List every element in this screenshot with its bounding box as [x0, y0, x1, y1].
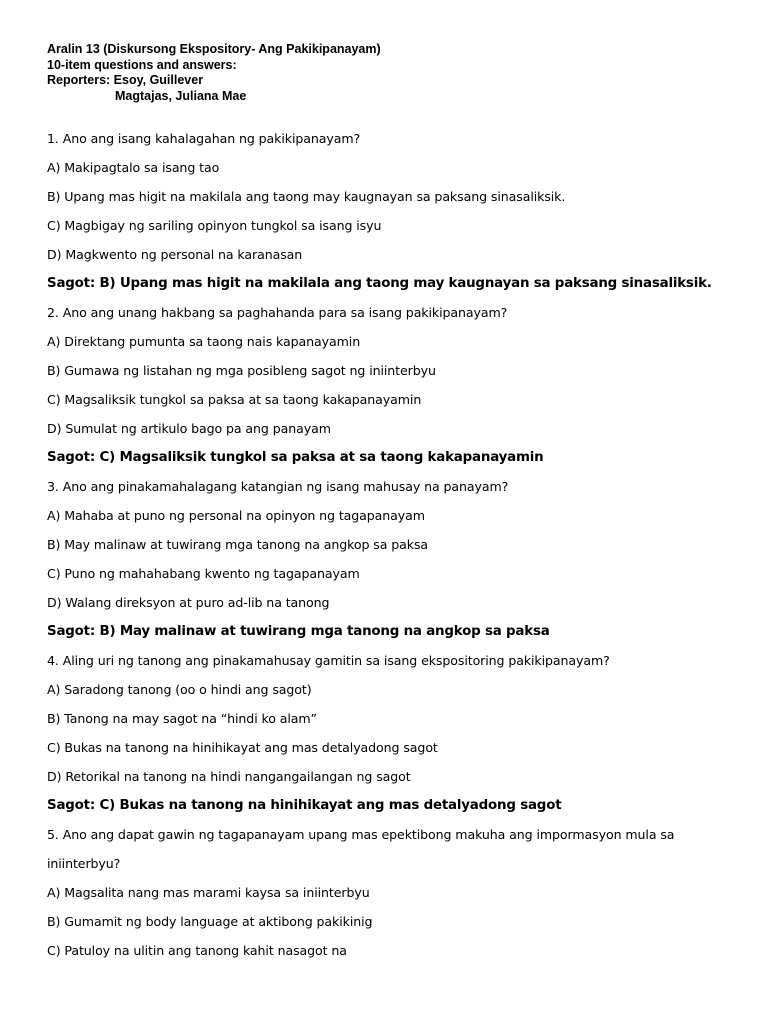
- question-text: 4. Aling uri ng tanong ang pinakamahusay gamitin sa isang ekspositoring pakikipanayam?: [47, 653, 610, 668]
- quiz-item: [47, 472, 737, 646]
- quiz-item: [47, 124, 737, 298]
- answer-text: Sagot: B) Upang mas higit na makilala ang taong may kaugnayan sa paksang sinasaliksik.: [47, 276, 712, 291]
- reporters-line: Reporters: Esoy, Guillever: [47, 73, 204, 87]
- question-text: 5. Ano ang dapat gawin ng tagapanayam upang mas epektibong makuha ang impormasyon mula sa: [47, 827, 675, 842]
- choice-text: B) Upang mas higit na makilala ang taong may kaugnayan sa paksang sinasaliksik.: [47, 189, 566, 204]
- choice-text: A) Saradong tanong (oo o hindi ang sagot): [47, 682, 312, 697]
- choice-text: D) Retorikal na tanong na hindi nangangailangan ng sagot: [47, 769, 411, 784]
- question-text: 1. Ano ang isang kahalagahan ng pakikipanayam?: [47, 131, 361, 146]
- choice-text: A) Direktang pumunta sa taong nais kapanayamin: [47, 334, 361, 349]
- choice-text: A) Makipagtalo sa isang tao: [47, 160, 220, 175]
- choice-text: C) Puno ng mahahabang kwento ng tagapanayam: [47, 566, 360, 581]
- question-text: 2. Ano ang unang hakbang sa paghahanda para sa isang pakikipanayam?: [47, 305, 508, 320]
- answer-text: Sagot: C) Magsaliksik tungkol sa paksa at sa taong kakapanayamin: [47, 450, 544, 465]
- quiz-item: [47, 646, 737, 820]
- document-subtitle: 10-item questions and answers:: [47, 57, 237, 72]
- choice-text: A) Magsalita nang mas marami kaysa sa iniinterbyu: [47, 885, 370, 900]
- choice-text: B) May malinaw at tuwirang mga tanong na angkop sa paksa: [47, 537, 429, 552]
- choice-text: C) Magbigay ng sariling opinyon tungkol sa isang isyu: [47, 218, 382, 233]
- question-text-continued: iniinterbyu?: [47, 856, 121, 871]
- question-text: 3. Ano ang pinakamahalagang katangian ng isang mahusay na panayam?: [47, 479, 509, 494]
- choice-text: B) Gumawa ng listahan ng mga posibleng sagot ng iniinterbyu: [47, 363, 436, 378]
- reporter-name: Magtajas, Juliana Mae: [115, 88, 247, 103]
- choice-text: D) Magkwento ng personal na karanasan: [47, 247, 303, 262]
- document-page: [47, 42, 737, 965]
- choice-text: C) Patuloy na ulitin ang tanong kahit nasagot na: [47, 943, 347, 958]
- quiz-content: [47, 124, 737, 965]
- quiz-item: [47, 820, 737, 965]
- choice-text: B) Tanong na may sagot na “hindi ko alam”: [47, 711, 317, 726]
- lesson-title: Aralin 13 (Diskursong Ekspository- Ang Pakikipanayam): [47, 42, 381, 56]
- choice-text: C) Magsaliksik tungkol sa paksa at sa taong kakapanayamin: [47, 392, 422, 407]
- answer-text: Sagot: C) Bukas na tanong na hinihikayat ang mas detalyadong sagot: [47, 798, 562, 813]
- answer-text: Sagot: B) May malinaw at tuwirang mga tanong na angkop sa paksa: [47, 624, 550, 639]
- choice-text: C) Bukas na tanong na hinihikayat ang mas detalyadong sagot: [47, 740, 438, 755]
- choice-text: D) Walang direksyon at puro ad-lib na tanong: [47, 595, 330, 610]
- choice-text: D) Sumulat ng artikulo bago pa ang panayam: [47, 421, 331, 436]
- choice-text: A) Mahaba at puno ng personal na opinyon ng tagapanayam: [47, 508, 425, 523]
- choice-text: B) Gumamit ng body language at aktibong pakikinig: [47, 914, 373, 929]
- document-header: [47, 42, 737, 104]
- quiz-item: [47, 298, 737, 472]
